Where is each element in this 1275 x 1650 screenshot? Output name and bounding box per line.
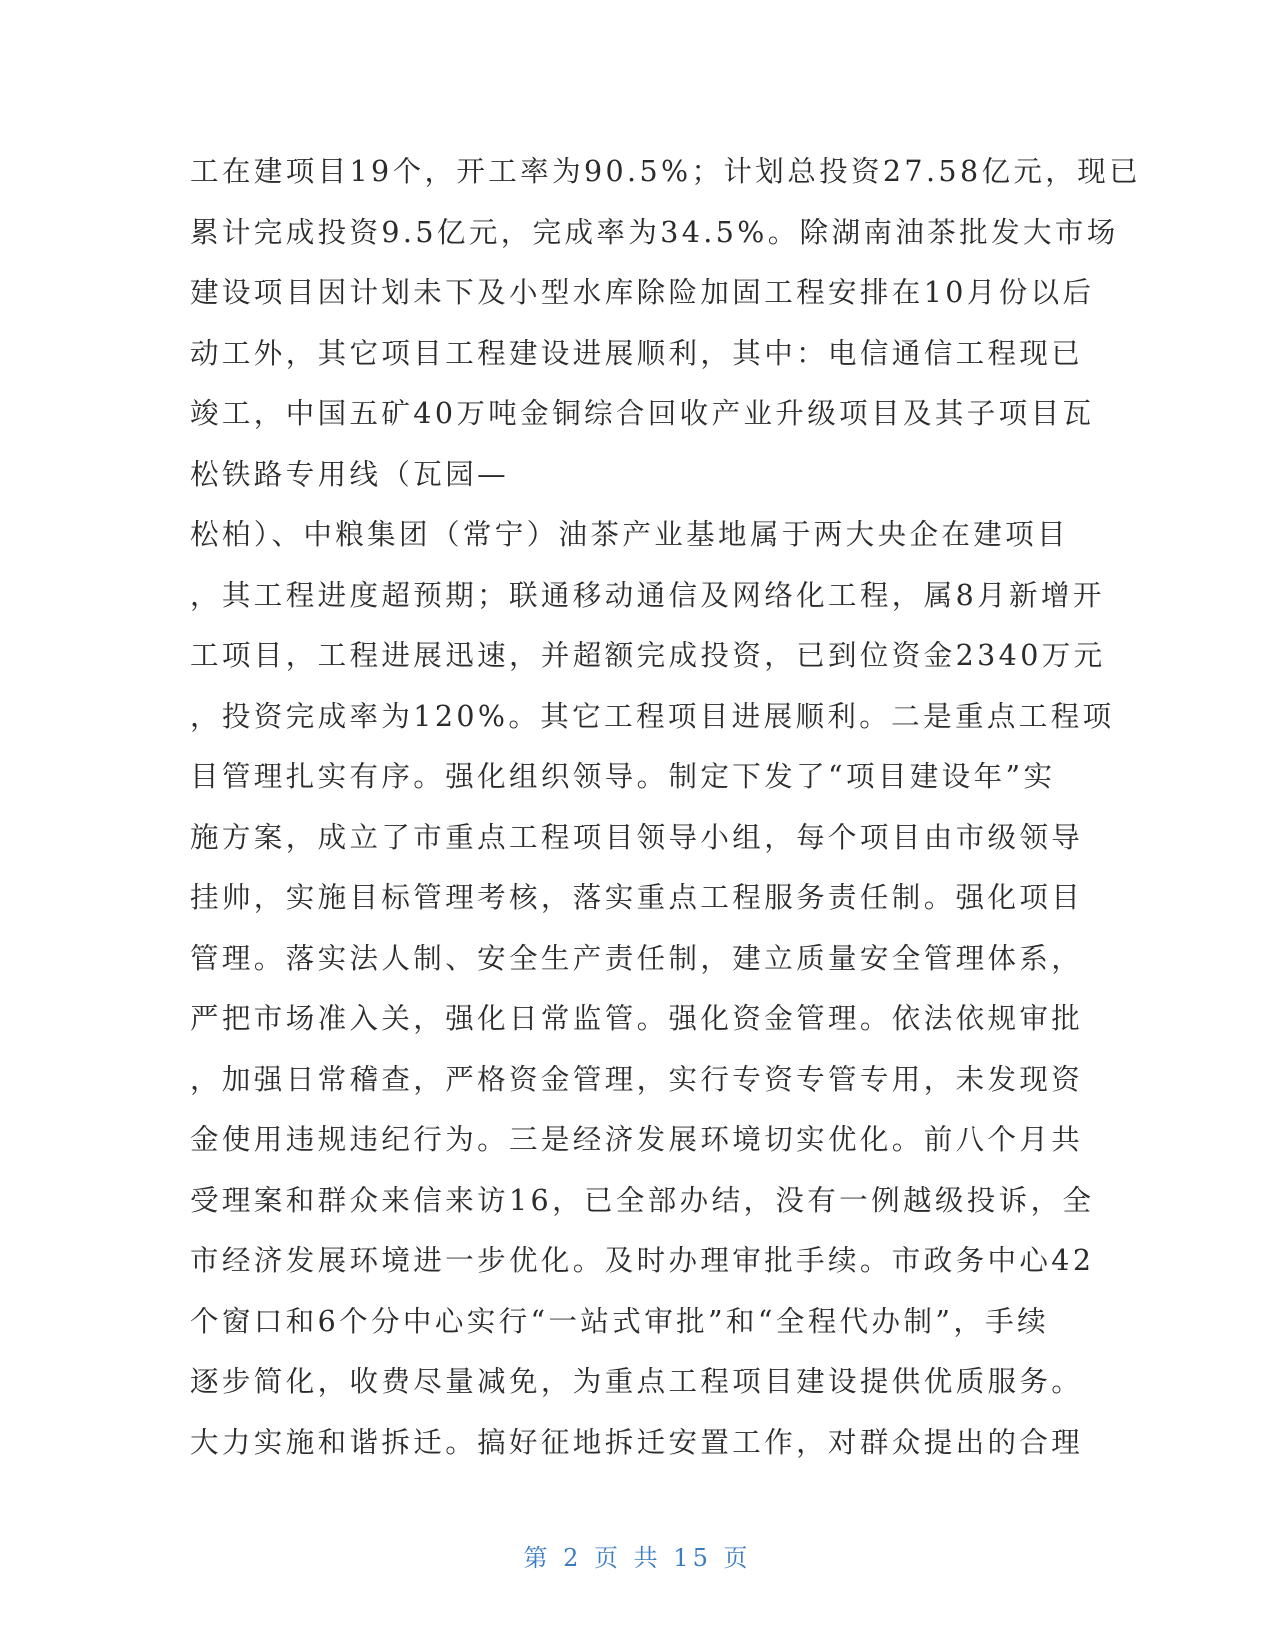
- text-line: 松铁路专用线（瓦园—: [190, 457, 510, 491]
- text-line: ，加强日常稽查，严格资金管理，实行专资专管专用，未发现资: [190, 1062, 1084, 1096]
- text-line: 施方案，成立了市重点工程项目领导小组，每个项目由市级领导: [190, 820, 1084, 854]
- text-line: 动工外，其它项目工程建设进展顺利，其中：电信通信工程现已: [190, 336, 1084, 370]
- text-line: 目管理扎实有序。强化组织领导。制定下发了“项目建设年”实: [190, 760, 1056, 793]
- text-line: 挂帅，实施目标管理考核，落实重点工程服务责任制。强化项目: [190, 881, 1084, 914]
- text-line: ，其工程进度超预期；联通移动通信及网络化工程，属8月新增开: [190, 578, 1105, 612]
- page-number-footer: 第 2 页 共 15 页: [523, 1544, 752, 1572]
- text-line: 松柏）、中粮集团（常宁）油茶产业基地属于两大央企在建项目: [190, 518, 1069, 551]
- text-line: 市经济发展环境进一步优化。及时办理审批手续。市政务中心42: [190, 1244, 1095, 1277]
- text-line: 个窗口和6个分中心实行“一站式审批”和“全程代办制”，手续: [190, 1304, 1050, 1338]
- text-line: 工项目，工程进展迅速，并超额完成投资，已到位资金2340万元: [190, 639, 1106, 672]
- text-line: 累计完成投资9.5亿元，完成率为34.5%。除湖南油茶批发大市场: [190, 215, 1119, 249]
- text-line: 逐步简化，收费尽量减免，为重点工程项目建设提供优质服务。: [190, 1365, 1084, 1398]
- text-line: 金使用违规违纪行为。三是经济发展环境切实优化。前八个月共: [190, 1123, 1084, 1156]
- text-line: ，投资完成率为120%。其它工程项目进展顺利。二是重点工程项: [190, 699, 1115, 733]
- text-line: 严把市场准入关，强化日常监管。强化资金管理。依法依规审批: [190, 1002, 1084, 1035]
- text-line: 建设项目因计划未下及小型水库除险加固工程安排在10月份以后: [190, 276, 1095, 309]
- text-line: 管理。落实法人制、安全生产责任制，建立质量安全管理体系，: [190, 941, 1084, 975]
- text-line: 受理案和群众来信来访16，已全部办结，没有一例越级投诉，全: [190, 1183, 1095, 1217]
- text-line: 工在建项目19个，开工率为90.5%；计划总投资27.58亿元，现已: [190, 155, 1141, 188]
- body-text: [190, 142, 1141, 1473]
- text-line: 竣工，中国五矿40万吨金铜综合回收产业升级项目及其子项目瓦: [190, 397, 1095, 430]
- text-line: 大力实施和谐拆迁。搞好征地拆迁安置工作，对群众提出的合理: [190, 1425, 1084, 1459]
